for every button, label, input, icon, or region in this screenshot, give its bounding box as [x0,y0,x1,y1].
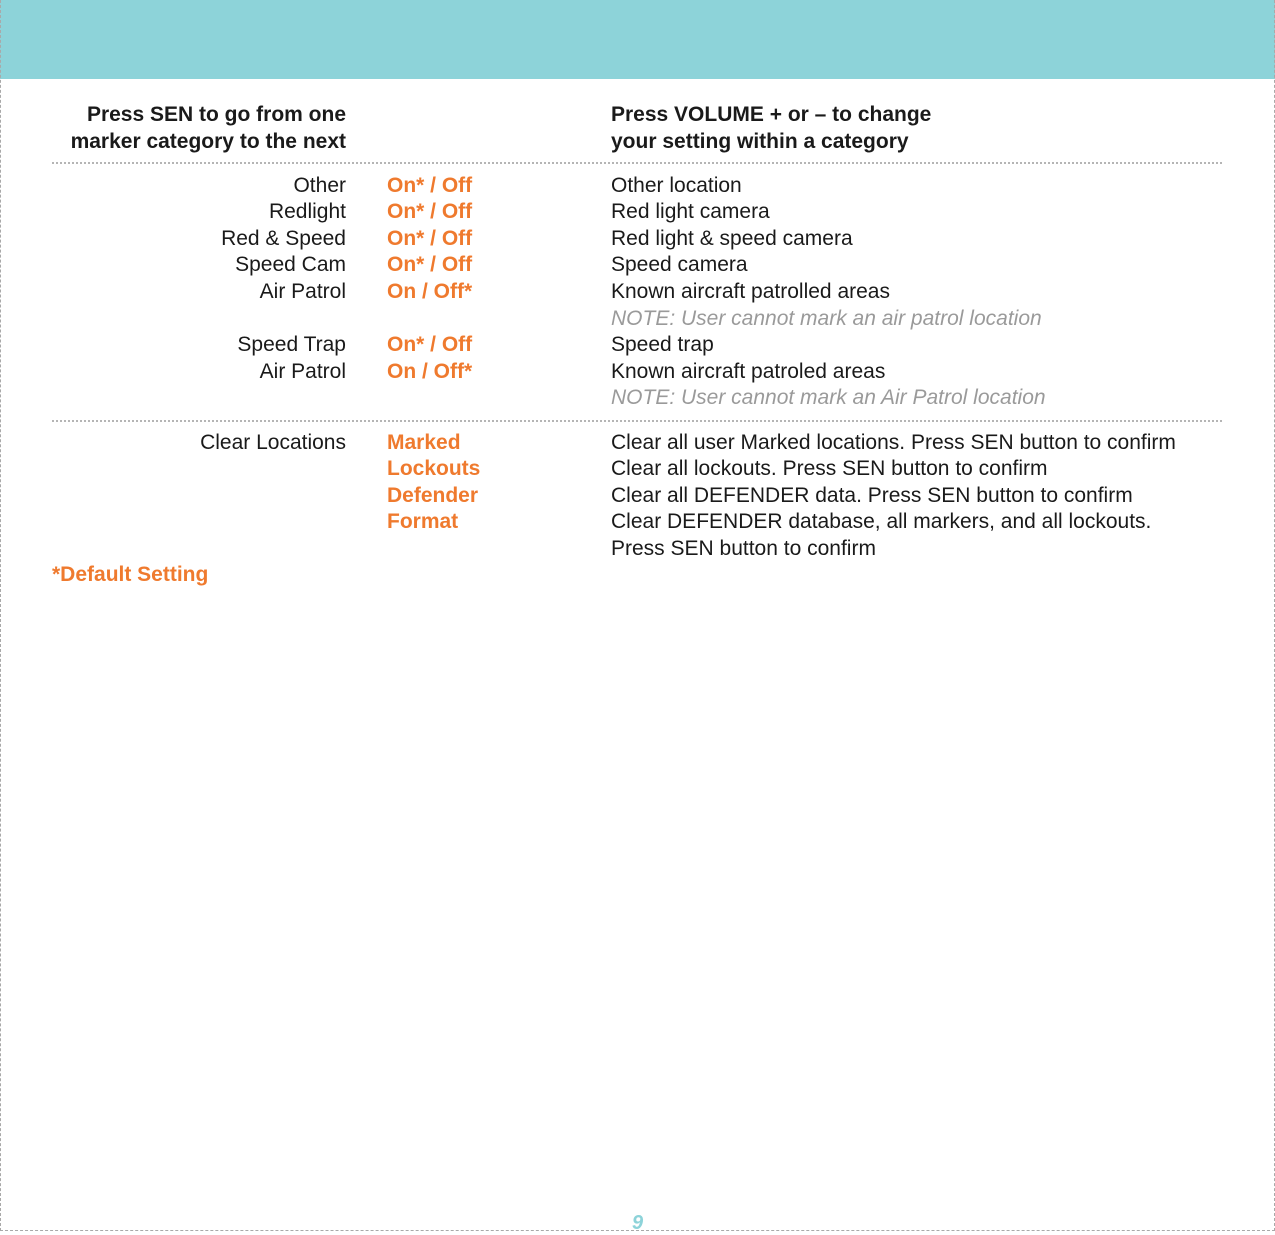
table-row [0,252,1275,278]
marker-category: Redlight [268,200,346,223]
divider-middle [52,420,1222,422]
marker-category: Air Patrol [259,280,346,303]
marker-category: Red & Speed [221,227,346,250]
header-right-instruction [611,101,1211,155]
table-row [0,332,1275,358]
table-row [0,199,1275,225]
marker-description: Known aircraft patrolled areas [611,280,890,303]
clear-description: Clear DEFENDER database, all markers, and all lockouts. [611,510,1152,533]
clear-option: Marked [387,431,461,454]
table-row [0,456,1275,482]
marker-setting: On* / Off [387,253,473,276]
default-setting-footnote: *Default Setting [52,563,209,586]
marker-category: Speed Trap [237,333,346,356]
header-left-line-1: Press SEN to go from one [86,103,346,126]
note-row [0,385,1275,411]
clear-option: Lockouts [387,457,481,480]
marker-description: Known aircraft patroled areas [611,360,886,383]
table-row [0,483,1275,509]
marker-category: Air Patrol [259,360,346,383]
marker-description: Speed trap [611,333,714,356]
table-row [0,536,1275,562]
marker-category: Speed Cam [235,253,346,276]
clear-description: Clear all user Marked locations. Press SEN button to confirm [611,431,1176,454]
table-row [0,509,1275,535]
table-row [0,173,1275,199]
clear-description: Clear all DEFENDER data. Press SEN button to confirm [611,484,1133,507]
marker-description: Speed camera [611,253,748,276]
marker-description: Red light & speed camera [611,227,853,250]
marker-description: Red light camera [611,200,770,223]
table-row [0,430,1275,456]
marker-setting: On* / Off [387,174,473,197]
page-number: 9 [631,1212,644,1234]
marker-description: Other location [611,174,742,197]
marker-setting: On / Off* [387,360,473,383]
header-left-instruction [0,101,346,155]
marker-note: NOTE: User cannot mark an Air Patrol location [611,386,1046,409]
clear-description-continuation: Press SEN button to confirm [611,537,876,560]
marker-setting: On* / Off [387,200,473,223]
marker-category: Other [293,174,346,197]
header-right-line-1: Press VOLUME + or – to change [611,103,932,126]
note-row [0,306,1275,332]
clear-description: Clear all lockouts. Press SEN button to confirm [611,457,1048,480]
marker-setting: On / Off* [387,280,473,303]
table-row [0,226,1275,252]
marker-note: NOTE: User cannot mark an air patrol location [611,307,1042,330]
header-right-line-2: your setting within a category [611,130,909,153]
clear-option: Defender [387,484,479,507]
header-left-line-2: marker category to the next [70,130,346,153]
marker-setting: On* / Off [387,333,473,356]
divider-top [52,162,1222,164]
table-row [0,279,1275,305]
clear-option: Format [387,510,459,533]
clear-category: Clear Locations [200,431,346,454]
table-row [0,359,1275,385]
marker-setting: On* / Off [387,227,473,250]
